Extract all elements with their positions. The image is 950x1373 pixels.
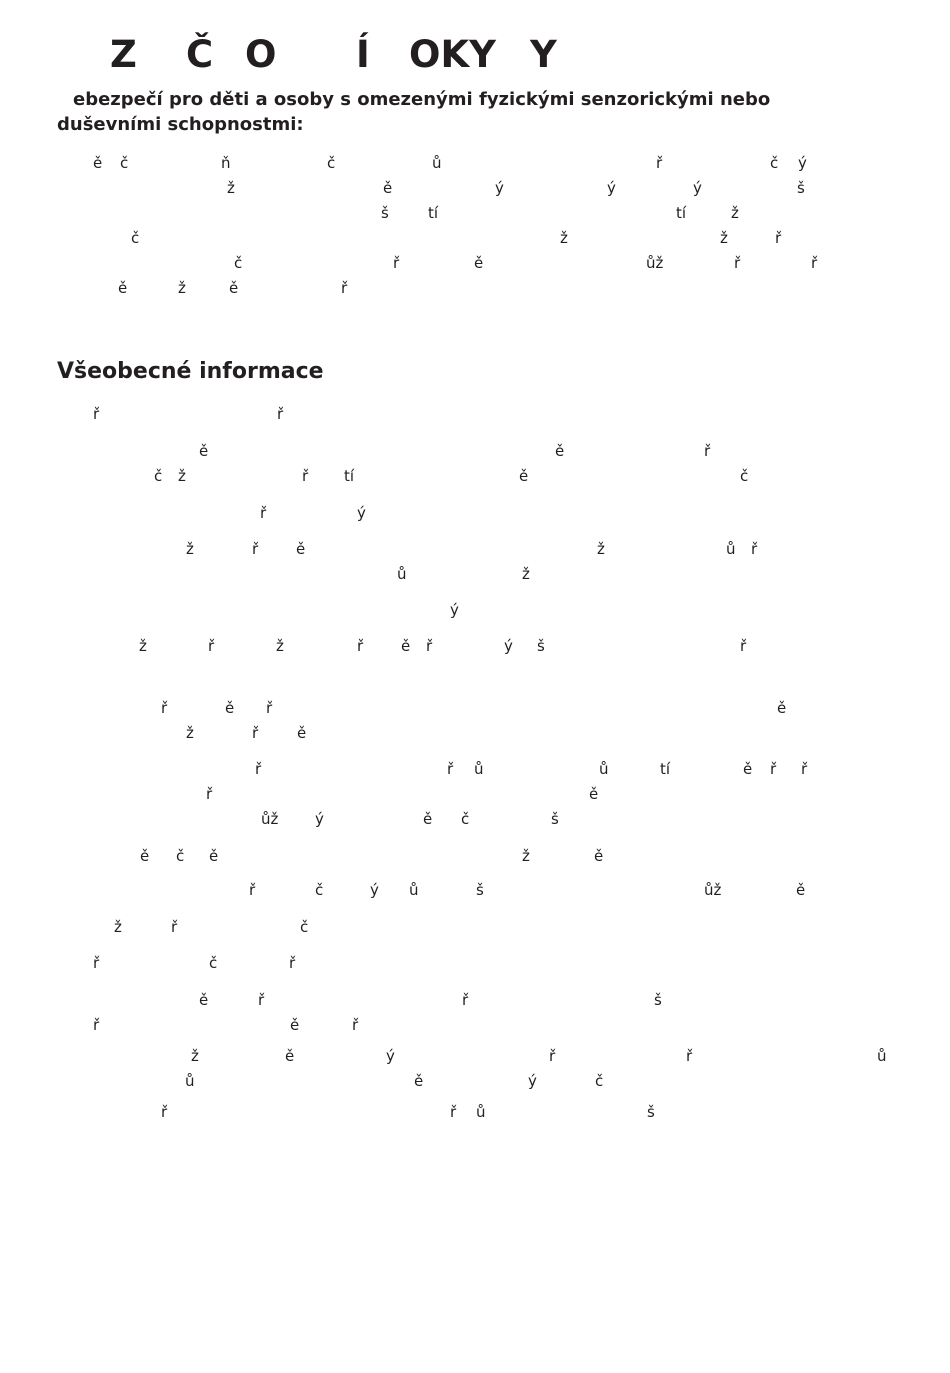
glyph-line (0, 915, 950, 939)
glyph: ž (720, 229, 728, 247)
glyph: č (740, 467, 749, 485)
glyph-line (0, 1013, 950, 1037)
glyph-line (0, 439, 950, 463)
glyph: ě (297, 724, 307, 742)
warning-subheading (0, 88, 950, 138)
glyph: ý (315, 810, 324, 828)
glyph: ý (504, 637, 513, 655)
glyph: ř (289, 954, 296, 972)
glyph: ů (185, 1072, 195, 1090)
glyph: ž (522, 847, 530, 865)
subheading-line: duševními schopnostmi: (57, 114, 304, 135)
glyph-line (0, 464, 950, 488)
glyph: š (797, 179, 805, 197)
glyph: č (327, 154, 336, 172)
glyph: ů (397, 565, 407, 583)
glyph: tí (344, 467, 355, 485)
glyph: ř (775, 229, 782, 247)
glyph: ř (686, 1047, 693, 1065)
glyph: ý (495, 179, 504, 197)
glyph-line (0, 501, 950, 525)
glyph: ř (462, 991, 469, 1009)
glyph: ů (409, 881, 419, 899)
glyph-line (0, 598, 950, 622)
glyph: ř (258, 991, 265, 1009)
glyph: ř (171, 918, 178, 936)
glyph: ř (255, 760, 262, 778)
glyph: ě (777, 699, 787, 717)
glyph: č (131, 229, 140, 247)
title-glyph: Č (186, 33, 214, 76)
glyph: ý (370, 881, 379, 899)
glyph: tí (676, 204, 687, 222)
glyph: š (476, 881, 484, 899)
glyph-line (0, 402, 950, 426)
glyph: ř (450, 1103, 457, 1121)
glyph: ů (877, 1047, 887, 1065)
glyph: ř (93, 405, 100, 423)
glyph: ě (285, 1047, 295, 1065)
glyph: č (176, 847, 185, 865)
glyph: ř (426, 637, 433, 655)
glyph-line (0, 696, 950, 720)
glyph: ě (296, 540, 306, 558)
glyph: ě (225, 699, 235, 717)
glyph: ý (798, 154, 807, 172)
glyph: ě (474, 254, 484, 272)
glyph: ě (199, 991, 209, 1009)
glyph: č (120, 154, 129, 172)
glyph: ů (599, 760, 609, 778)
glyph: tí (428, 204, 439, 222)
glyph-line (0, 878, 950, 902)
glyph: š (647, 1103, 655, 1121)
glyph: ř (208, 637, 215, 655)
glyph: ě (118, 279, 128, 297)
glyph: ě (140, 847, 150, 865)
glyph: ůž (646, 254, 664, 272)
section-heading: Všeobecné informace (57, 359, 324, 384)
glyph-line (0, 151, 950, 175)
title-glyph: Y (530, 33, 557, 76)
glyph: ž (178, 467, 186, 485)
glyph: ě (229, 279, 239, 297)
glyph: ů (476, 1103, 486, 1121)
glyph: ř (549, 1047, 556, 1065)
glyph: ř (357, 637, 364, 655)
glyph: ž (227, 179, 235, 197)
subheading-line: ebezpečí pro děti a osoby s omezenými fyzickými senzorickými nebo (73, 89, 771, 110)
glyph: ůž (261, 810, 279, 828)
glyph: ý (528, 1072, 537, 1090)
glyph-line (0, 807, 950, 831)
glyph: ž (139, 637, 147, 655)
glyph: ř (751, 540, 758, 558)
glyph-line (0, 1044, 950, 1068)
glyph: č (770, 154, 779, 172)
glyph: ř (352, 1016, 359, 1034)
glyph-line (0, 721, 950, 745)
title-glyph: Z (110, 33, 137, 76)
glyph: ž (560, 229, 568, 247)
glyph: ě (594, 847, 604, 865)
glyph: š (537, 637, 545, 655)
glyph-line (0, 201, 950, 225)
glyph-line (0, 1069, 950, 1093)
glyph-line (0, 1100, 950, 1124)
glyph: ě (93, 154, 103, 172)
glyph-line (0, 251, 950, 275)
glyph: ě (555, 442, 565, 460)
glyph: ř (302, 467, 309, 485)
glyph: ř (734, 254, 741, 272)
glyph: ě (290, 1016, 300, 1034)
glyph: ý (357, 504, 366, 522)
glyph: ř (656, 154, 663, 172)
glyph: tí (660, 760, 671, 778)
glyph: ě (589, 785, 599, 803)
glyph: č (595, 1072, 604, 1090)
glyph-line (0, 757, 950, 781)
glyph: ř (811, 254, 818, 272)
glyph-line (0, 226, 950, 250)
glyph: ř (447, 760, 454, 778)
glyph: ž (276, 637, 284, 655)
glyph: ů (474, 760, 484, 778)
glyph: š (381, 204, 389, 222)
title-glyph: OKY (409, 33, 496, 76)
glyph: ř (249, 881, 256, 899)
glyph: ě (209, 847, 219, 865)
glyph: ž (178, 279, 186, 297)
glyph: č (300, 918, 309, 936)
glyph: ý (693, 179, 702, 197)
glyph-line (0, 782, 950, 806)
glyph: ř (161, 699, 168, 717)
glyph: š (654, 991, 662, 1009)
glyph: ř (801, 760, 808, 778)
glyph: ě (199, 442, 209, 460)
glyph: ř (704, 442, 711, 460)
glyph: č (461, 810, 470, 828)
glyph: ř (252, 540, 259, 558)
glyph: ř (770, 760, 777, 778)
glyph: ž (114, 918, 122, 936)
glyph: ů (726, 540, 736, 558)
glyph: ř (93, 954, 100, 972)
glyph: ů (432, 154, 442, 172)
glyph: ř (740, 637, 747, 655)
title-glyph: Í (356, 33, 370, 76)
glyph: ř (393, 254, 400, 272)
glyph: ř (260, 504, 267, 522)
glyph-line (0, 988, 950, 1012)
glyph: č (154, 467, 163, 485)
glyph: ě (383, 179, 393, 197)
page-title (0, 30, 950, 80)
glyph: ě (743, 760, 753, 778)
glyph-line (0, 276, 950, 300)
glyph: ý (386, 1047, 395, 1065)
title-glyph: O (245, 33, 277, 76)
glyph: ř (252, 724, 259, 742)
glyph: ž (191, 1047, 199, 1065)
glyph-line (0, 634, 950, 658)
glyph-line (0, 844, 950, 868)
glyph-line (0, 537, 950, 561)
glyph: ě (519, 467, 529, 485)
glyph: ř (206, 785, 213, 803)
glyph: ř (161, 1103, 168, 1121)
glyph-line (0, 951, 950, 975)
glyph: ůž (704, 881, 722, 899)
glyph: ž (597, 540, 605, 558)
glyph: ě (796, 881, 806, 899)
glyph: ž (731, 204, 739, 222)
glyph: ž (186, 724, 194, 742)
glyph: ý (607, 179, 616, 197)
glyph: ř (93, 1016, 100, 1034)
glyph: ř (277, 405, 284, 423)
glyph: ě (401, 637, 411, 655)
glyph: ž (186, 540, 194, 558)
glyph: š (551, 810, 559, 828)
glyph-line (0, 562, 950, 586)
glyph: ř (341, 279, 348, 297)
glyph: č (315, 881, 324, 899)
glyph: č (234, 254, 243, 272)
glyph-line (0, 176, 950, 200)
glyph: ě (423, 810, 433, 828)
glyph: ž (522, 565, 530, 583)
glyph: ě (414, 1072, 424, 1090)
glyph: ý (450, 601, 459, 619)
glyph: č (209, 954, 218, 972)
glyph: ř (266, 699, 273, 717)
glyph: ň (221, 154, 231, 172)
